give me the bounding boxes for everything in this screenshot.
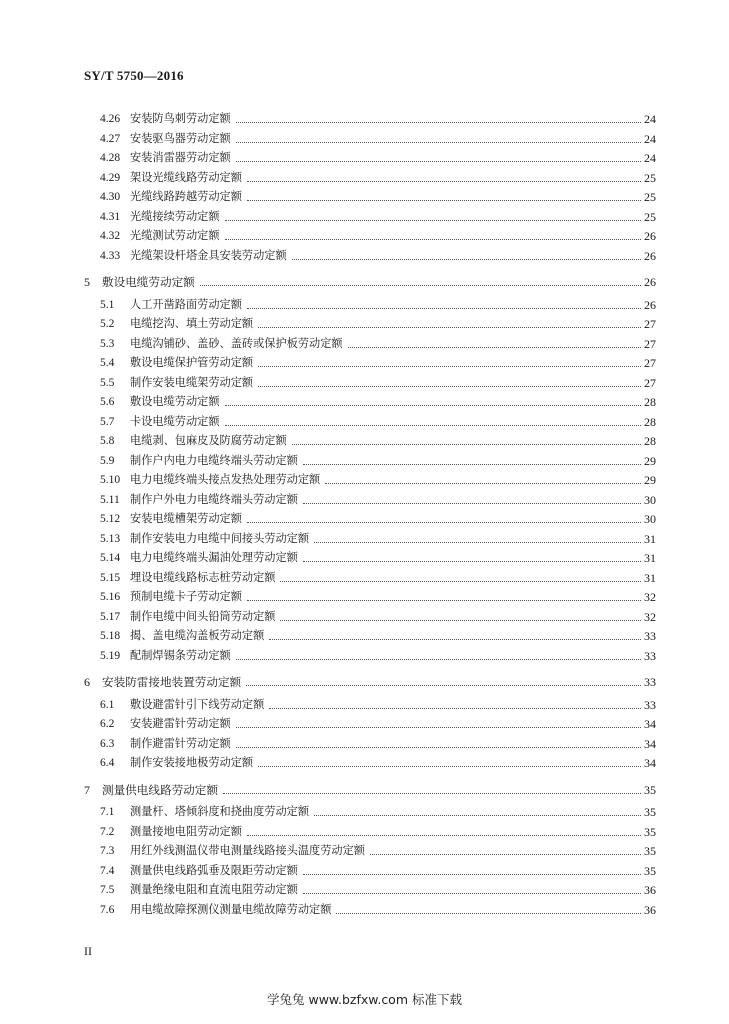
toc-entry-title: 电力电缆终端头漏油处理劳动定额 bbox=[130, 551, 298, 564]
toc-entry-number: 5 bbox=[84, 275, 90, 289]
toc-entry-page: 33 bbox=[644, 648, 656, 663]
toc-entry-title: 预制电缆卡子劳动定额 bbox=[130, 590, 242, 603]
dot-leader bbox=[325, 483, 641, 484]
toc-entry-number: 5.6 bbox=[100, 396, 115, 408]
toc-section-entry bbox=[100, 372, 656, 390]
dot-leader bbox=[280, 581, 641, 582]
toc-section-entry bbox=[100, 567, 656, 585]
toc-section-entry bbox=[100, 469, 656, 487]
toc-entry-page: 28 bbox=[644, 395, 656, 409]
toc-entry-page: 33 bbox=[644, 697, 656, 712]
toc-entry-page: 32 bbox=[644, 609, 656, 624]
toc-entry-title: 测量绝缘电阻和直流电阻劳动定额 bbox=[130, 883, 298, 896]
toc-entry-page: 26 bbox=[644, 248, 656, 263]
toc-entry-title: 敷设电缆保护管劳动定额 bbox=[130, 356, 254, 369]
toc-entry-page: 25 bbox=[644, 190, 656, 204]
toc-entry-page: 34 bbox=[644, 736, 656, 751]
toc-section-entry bbox=[100, 411, 656, 429]
dot-leader bbox=[236, 161, 641, 162]
toc-entry-number: 4.30 bbox=[100, 191, 121, 203]
dot-leader bbox=[247, 308, 641, 309]
toc-entry-page: 30 bbox=[644, 512, 656, 526]
dot-leader bbox=[303, 893, 641, 894]
dot-leader bbox=[225, 239, 641, 240]
dot-leader bbox=[225, 425, 641, 426]
toc-entry-page: 27 bbox=[644, 336, 656, 351]
toc-section-entry bbox=[100, 821, 656, 839]
toc-entry-number: 5.3 bbox=[100, 337, 115, 350]
toc-entry-number: 5.5 bbox=[100, 376, 115, 389]
toc-entry-title: 配制焊锡条劳动定额 bbox=[130, 648, 231, 662]
toc-entry-title: 光缆线路跨越劳动定额 bbox=[130, 190, 242, 203]
toc-entry-number: 7.4 bbox=[100, 864, 115, 877]
dot-leader bbox=[258, 386, 641, 387]
toc-entry-page: 27 bbox=[644, 317, 656, 331]
toc-entry-page: 33 bbox=[644, 629, 656, 643]
toc-entry-page: 27 bbox=[644, 375, 656, 390]
toc-entry-page: 31 bbox=[644, 551, 656, 565]
dot-leader bbox=[292, 259, 641, 260]
toc-entry-title: 安装防雷接地装置劳动定额 bbox=[102, 675, 242, 689]
toc-entry-title: 安装驱鸟器劳动定额 bbox=[130, 131, 231, 145]
toc-entry-title: 敷设避雷针引下线劳动定额 bbox=[130, 697, 265, 711]
toc-entry-page: 28 bbox=[644, 414, 656, 429]
toc-entry-number: 5.9 bbox=[100, 454, 115, 467]
toc-section-entry bbox=[100, 801, 656, 819]
toc-entry-number: 4.33 bbox=[100, 249, 121, 262]
toc-section-entry bbox=[100, 586, 656, 604]
toc-entry-title: 电缆剥、包麻皮及防腐劳动定额 bbox=[130, 434, 287, 447]
toc-entry-number: 5.17 bbox=[100, 610, 121, 623]
dot-leader bbox=[303, 874, 641, 875]
toc-entry-number: 5.1 bbox=[100, 298, 115, 311]
toc-entry-number: 5.10 bbox=[100, 474, 121, 486]
toc-entry-page: 35 bbox=[644, 844, 656, 858]
toc-entry-page: 32 bbox=[644, 590, 656, 604]
toc-entry-title: 制作户外电力电缆终端头劳动定额 bbox=[130, 492, 298, 506]
toc-section-entry bbox=[100, 108, 656, 126]
dot-leader bbox=[314, 542, 641, 543]
toc-entry-number: 4.26 bbox=[100, 113, 121, 125]
toc-entry-title: 架设光缆线路劳动定额 bbox=[130, 170, 242, 184]
toc-entry-title: 用电缆故障探测仪测量电缆故障劳动定额 bbox=[130, 902, 332, 916]
toc-section-entry bbox=[100, 752, 656, 770]
toc-section-entry bbox=[100, 313, 656, 331]
toc-entry-title: 人工开凿路面劳动定额 bbox=[130, 297, 242, 311]
toc-entry-number: 4.28 bbox=[100, 152, 121, 164]
dot-leader bbox=[292, 444, 641, 445]
toc-section-entry bbox=[100, 606, 656, 624]
toc-section-entry bbox=[100, 625, 656, 643]
toc-entry-number: 7.5 bbox=[100, 884, 115, 896]
toc-entry-title: 测量供电线路弧垂及限距劳动定额 bbox=[130, 863, 298, 877]
toc-section-entry bbox=[100, 694, 656, 712]
toc-entry-number: 4.27 bbox=[100, 132, 121, 145]
document-code-header: SY/T 5750—2016 bbox=[84, 68, 184, 83]
toc-entry-title: 测量杆、塔倾斜度和挠曲度劳动定额 bbox=[130, 805, 310, 818]
toc-entry-title: 光缆架设杆塔金具安装劳动定额 bbox=[130, 248, 287, 262]
toc-section-entry bbox=[100, 186, 656, 204]
toc-entry-title: 安装避雷针劳动定额 bbox=[130, 717, 231, 730]
toc-entry-number: 7 bbox=[84, 782, 90, 797]
toc-section-entry bbox=[100, 294, 656, 312]
dot-leader bbox=[236, 747, 641, 748]
toc-entry-page: 35 bbox=[644, 824, 656, 839]
dot-leader bbox=[246, 685, 641, 686]
toc-section-entry bbox=[100, 391, 656, 409]
toc-section-entry bbox=[100, 167, 656, 185]
toc-entry-title: 制作安装电力电缆中间接头劳动定额 bbox=[130, 531, 310, 545]
toc-section-entry bbox=[100, 528, 656, 546]
dot-leader bbox=[370, 854, 641, 855]
toc-entry-title: 电缆沟铺砂、盖砂、盖砖或保护板劳动定额 bbox=[130, 336, 343, 350]
dot-leader bbox=[200, 285, 641, 286]
toc-section-entry bbox=[100, 860, 656, 878]
toc-entry-page: 35 bbox=[644, 863, 656, 878]
toc-entry-page: 29 bbox=[644, 453, 656, 468]
toc-entry-title: 光缆接续劳动定额 bbox=[130, 209, 220, 223]
page-number: II bbox=[84, 944, 92, 958]
toc-entry-number: 5.15 bbox=[100, 571, 121, 584]
toc-entry-title: 制作户内电力电缆终端头劳动定额 bbox=[130, 453, 298, 467]
dot-leader bbox=[236, 142, 641, 143]
toc-entry-page: 24 bbox=[644, 131, 656, 146]
toc-entry-title: 埋设电缆线路标志桩劳动定额 bbox=[130, 570, 276, 584]
toc-entry-number: 6 bbox=[84, 675, 90, 689]
toc-entry-title: 敷设电缆劳动定额 bbox=[130, 395, 220, 408]
toc-entry-number: 5.4 bbox=[100, 357, 115, 369]
toc-entry-page: 33 bbox=[644, 675, 656, 689]
toc-entry-number: 7.6 bbox=[100, 903, 115, 916]
toc-section-entry bbox=[100, 147, 656, 165]
toc-entry-number: 5.18 bbox=[100, 630, 121, 642]
dot-leader bbox=[247, 181, 641, 182]
dot-leader bbox=[314, 815, 641, 816]
toc-section-entry bbox=[100, 225, 656, 243]
toc-section-entry bbox=[100, 840, 656, 858]
dot-leader bbox=[247, 522, 641, 523]
toc-section-entry bbox=[100, 206, 656, 224]
dot-leader bbox=[247, 835, 641, 836]
dot-leader bbox=[269, 708, 641, 709]
toc-entry-page: 35 bbox=[644, 805, 656, 819]
toc-entry-number: 4.32 bbox=[100, 230, 121, 242]
dot-leader bbox=[236, 659, 641, 660]
toc-entry-page: 25 bbox=[644, 209, 656, 224]
toc-entry-page: 29 bbox=[644, 473, 656, 487]
toc-section-entry bbox=[100, 128, 656, 146]
toc-entry-number: 5.12 bbox=[100, 513, 121, 525]
toc-entry-number: 7.1 bbox=[100, 806, 115, 818]
toc-entry-number: 6.1 bbox=[100, 698, 115, 711]
toc-entry-title: 电力电缆终端头接点发热处理劳动定额 bbox=[130, 473, 321, 486]
toc-entry-page: 26 bbox=[644, 229, 656, 243]
toc-entry-page: 35 bbox=[644, 782, 656, 797]
toc-section-entry bbox=[100, 879, 656, 897]
toc-section-entry bbox=[100, 547, 656, 565]
toc-entry-number: 5.7 bbox=[100, 415, 115, 428]
toc-entry-title: 制作安装电缆架劳动定额 bbox=[130, 375, 254, 389]
dot-leader bbox=[236, 727, 641, 728]
toc-section-entry bbox=[100, 489, 656, 507]
toc-entry-number: 5.19 bbox=[100, 649, 121, 662]
toc-entry-page: 24 bbox=[644, 151, 656, 165]
toc-entry-title: 用红外线测温仪带电测量线路接头温度劳动定额 bbox=[130, 844, 365, 857]
toc-entry-title: 制作避雷针劳动定额 bbox=[130, 736, 231, 750]
toc-section-entry bbox=[100, 713, 656, 731]
toc-entry-number: 4.31 bbox=[100, 210, 121, 223]
toc-entry-title: 光缆测试劳动定额 bbox=[130, 229, 220, 242]
toc-section-entry bbox=[100, 430, 656, 448]
dot-leader bbox=[247, 600, 641, 601]
toc-section-entry bbox=[100, 899, 656, 917]
toc-chapter-entry bbox=[84, 671, 656, 689]
toc-entry-title: 安装防鸟刺劳动定额 bbox=[130, 112, 231, 125]
toc-entry-title: 制作电缆中间头铅筒劳动定额 bbox=[130, 609, 276, 623]
toc-entry-number: 6.2 bbox=[100, 718, 115, 730]
toc-entry-page: 27 bbox=[644, 356, 656, 370]
toc-entry-page: 31 bbox=[644, 531, 656, 546]
toc-entry-page: 28 bbox=[644, 434, 656, 448]
toc-entry-page: 34 bbox=[644, 756, 656, 770]
toc-section-entry bbox=[100, 333, 656, 351]
toc-entry-page: 36 bbox=[644, 883, 656, 897]
toc-entry-page: 24 bbox=[644, 112, 656, 126]
dot-leader bbox=[303, 503, 641, 504]
toc-entry-number: 5.11 bbox=[100, 493, 120, 506]
toc-chapter-entry bbox=[84, 779, 656, 797]
dot-leader bbox=[348, 347, 641, 348]
dot-leader bbox=[269, 639, 641, 640]
toc-entry-title: 安装电缆槽架劳动定额 bbox=[130, 512, 242, 525]
toc-entry-number: 6.4 bbox=[100, 757, 115, 769]
toc-section-entry bbox=[100, 733, 656, 751]
watermark-text: 学兔兔 www.bzfxw.com 标准下载 bbox=[267, 992, 462, 1007]
toc-entry-page: 26 bbox=[644, 297, 656, 312]
dot-leader bbox=[303, 561, 641, 562]
dot-leader bbox=[258, 327, 641, 328]
toc-entry-page: 36 bbox=[644, 902, 656, 917]
dot-leader bbox=[336, 913, 641, 914]
toc-chapter-entry bbox=[84, 271, 656, 289]
toc-entry-number: 7.3 bbox=[100, 845, 115, 857]
dot-leader bbox=[258, 766, 641, 767]
dot-leader bbox=[303, 464, 641, 465]
toc-entry-title: 敷设电缆劳动定额 bbox=[102, 275, 195, 289]
toc-entry-number: 5.2 bbox=[100, 318, 115, 330]
toc-entry-title: 电缆挖沟、填土劳动定额 bbox=[130, 317, 254, 330]
toc-entry-title: 揭、盖电缆沟盖板劳动定额 bbox=[130, 629, 265, 642]
toc-entry-number: 5.8 bbox=[100, 435, 115, 447]
toc-entry-number: 7.2 bbox=[100, 825, 115, 838]
toc-section-entry bbox=[100, 450, 656, 468]
toc-entry-page: 30 bbox=[644, 492, 656, 507]
toc-entry-title: 制作安装接地极劳动定额 bbox=[130, 756, 254, 769]
toc-entry-title: 安装消雷器劳动定额 bbox=[130, 151, 231, 164]
dot-leader bbox=[258, 366, 641, 367]
toc-entry-number: 4.29 bbox=[100, 171, 121, 184]
toc-entry-page: 26 bbox=[644, 275, 656, 289]
toc-entry-number: 5.16 bbox=[100, 591, 121, 603]
toc-entry-page: 25 bbox=[644, 170, 656, 185]
toc-section-entry bbox=[100, 352, 656, 370]
dot-leader bbox=[236, 122, 641, 123]
toc-section-entry bbox=[100, 245, 656, 263]
toc-entry-title: 测量接地电阻劳动定额 bbox=[130, 824, 242, 838]
toc-entry-title: 卡设电缆劳动定额 bbox=[130, 414, 220, 428]
toc-entry-page: 34 bbox=[644, 717, 656, 731]
dot-leader bbox=[225, 405, 641, 406]
toc-entry-number: 5.14 bbox=[100, 552, 121, 564]
toc-entry-page: 31 bbox=[644, 570, 656, 585]
toc-entry-number: 6.3 bbox=[100, 737, 115, 750]
dot-leader bbox=[280, 620, 641, 621]
toc-section-entry bbox=[100, 508, 656, 526]
toc-section-entry bbox=[100, 645, 656, 663]
dot-leader bbox=[225, 220, 641, 221]
toc-entry-title: 测量供电线路劳动定额 bbox=[102, 782, 218, 797]
dot-leader bbox=[223, 793, 641, 794]
dot-leader bbox=[247, 200, 641, 201]
toc-entry-number: 5.13 bbox=[100, 532, 121, 545]
